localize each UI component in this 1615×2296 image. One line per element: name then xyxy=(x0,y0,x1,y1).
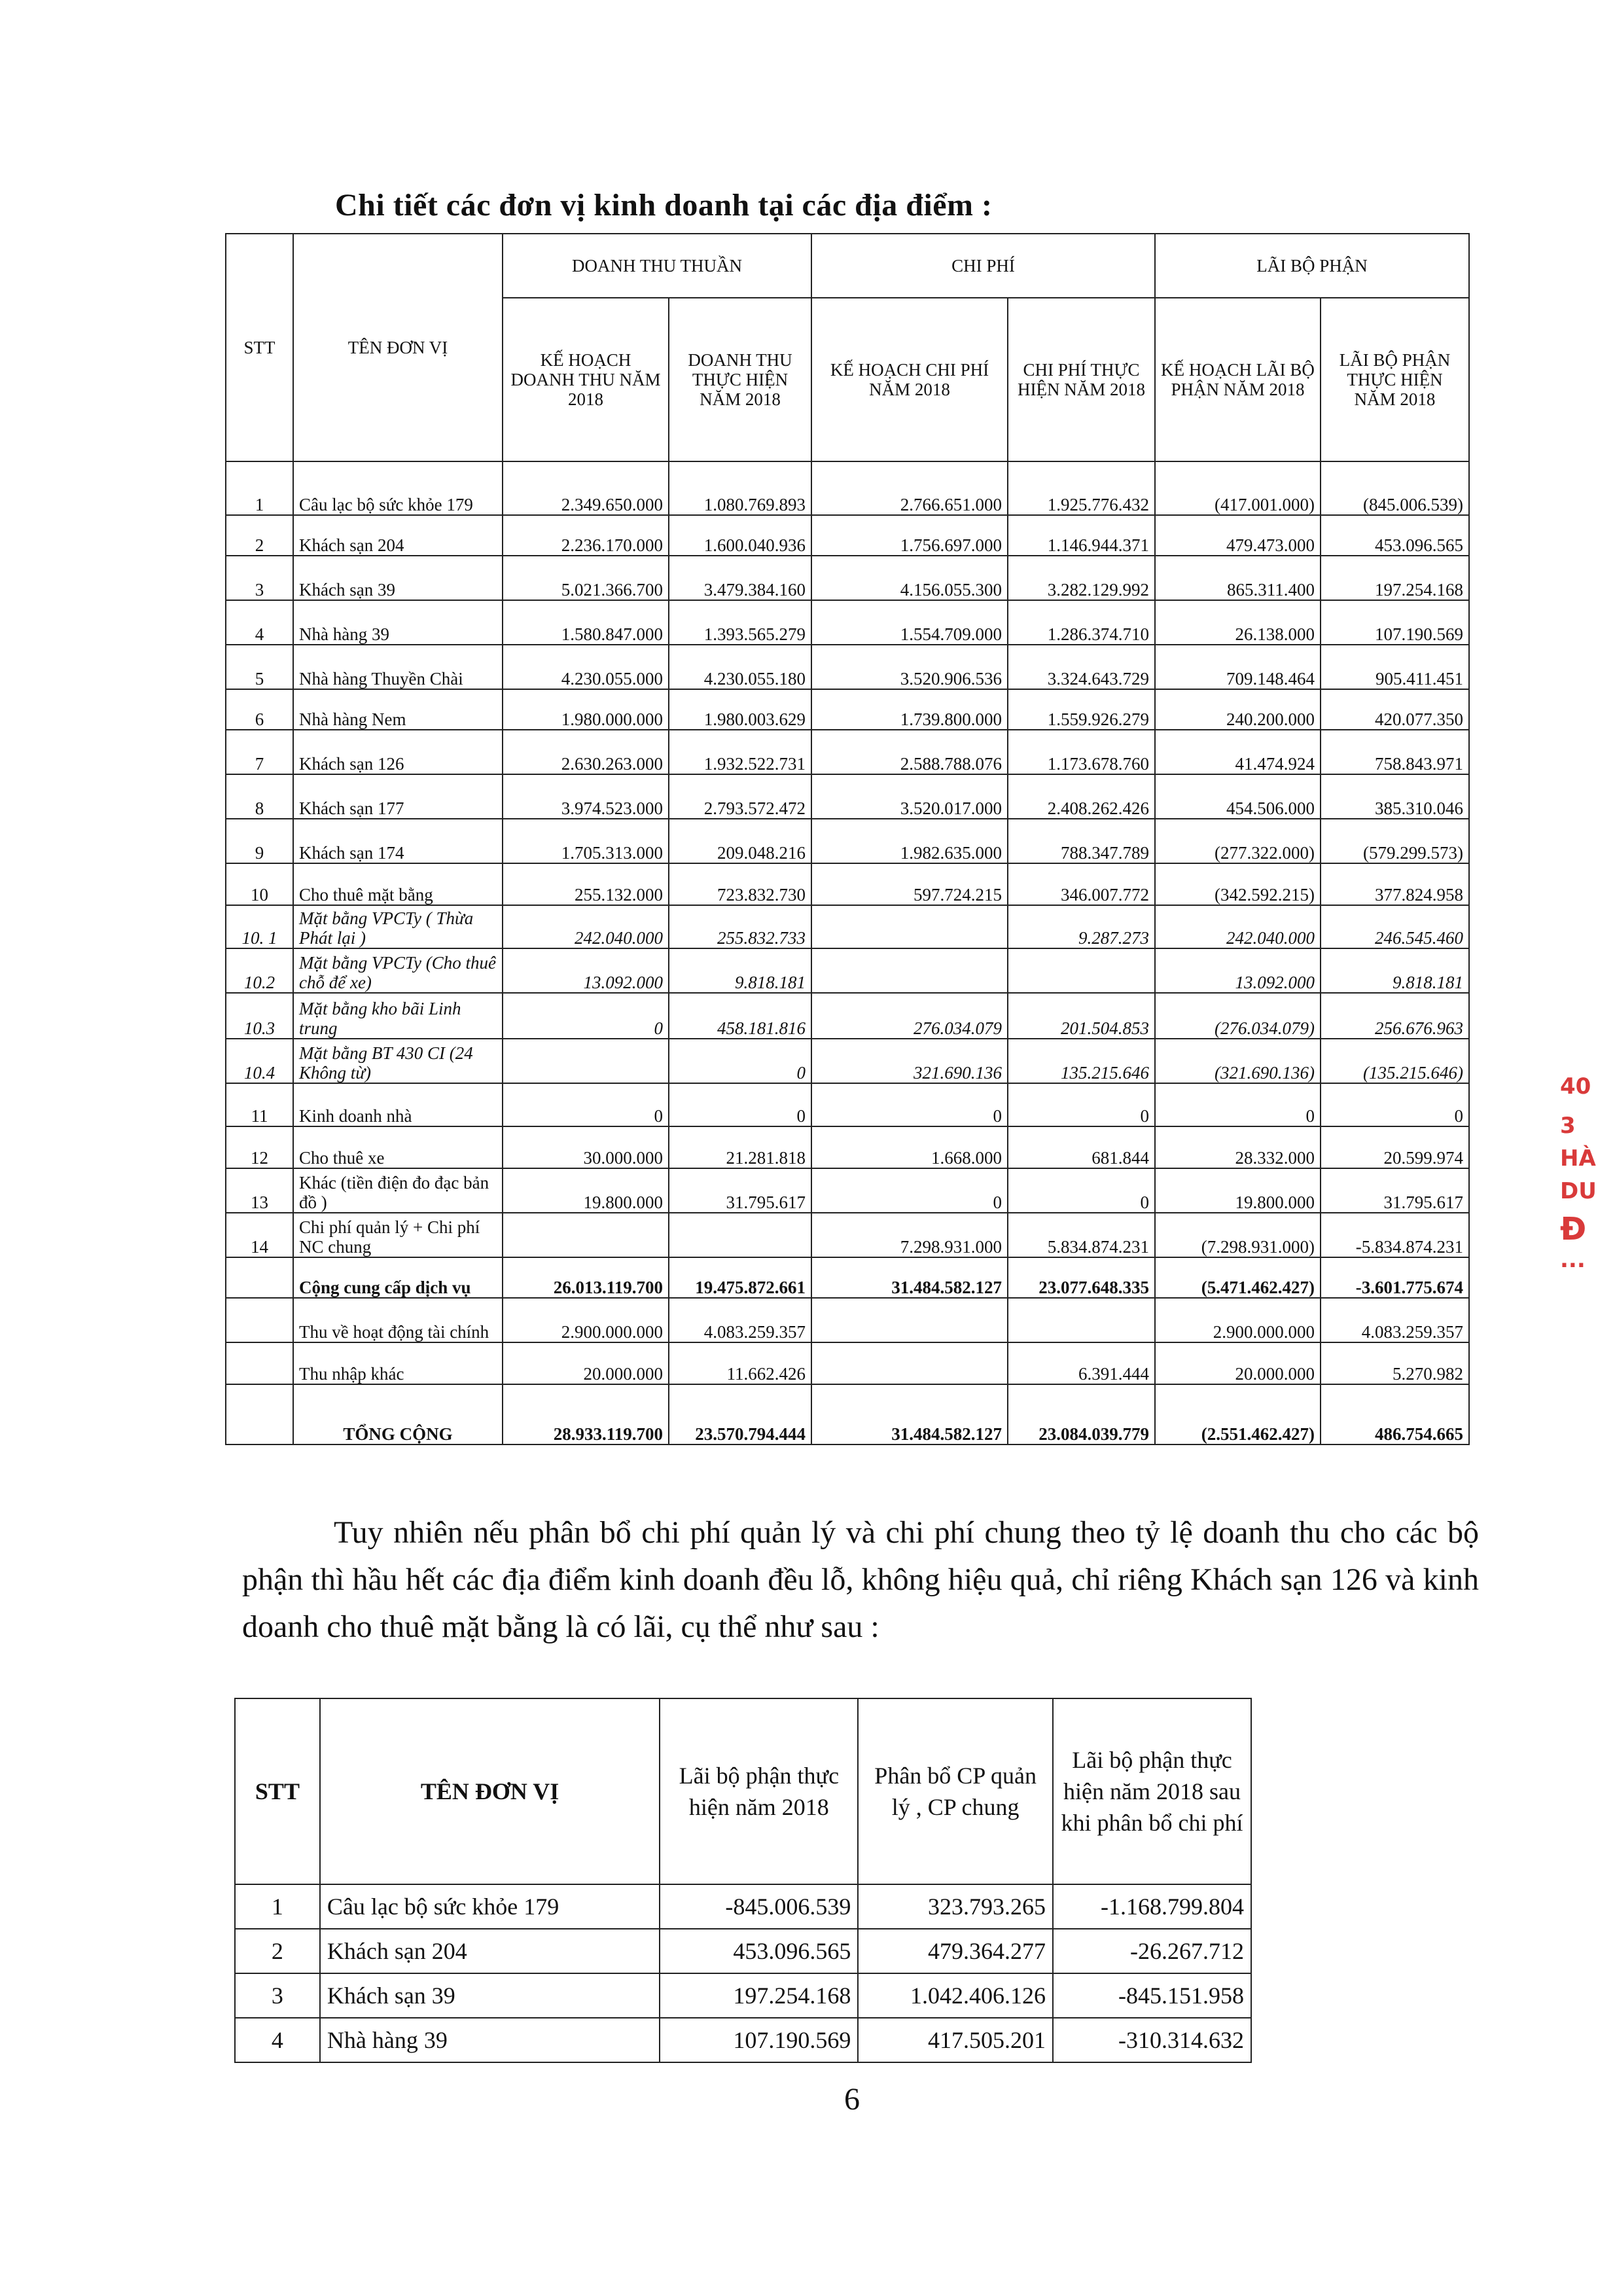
cell-unit-name: Nhà hàng 39 xyxy=(293,600,503,645)
cell-stt: 6 xyxy=(226,689,293,730)
cell-unit-name: Thu về hoạt động tài chính xyxy=(293,1298,503,1342)
cell-actual-revenue: 1.600.040.936 xyxy=(669,515,811,556)
cell-profit-after-allocation: -26.267.712 xyxy=(1053,1929,1251,1973)
cell-stt xyxy=(226,1384,293,1444)
cell-actual-cost: 5.834.874.231 xyxy=(1008,1213,1155,1257)
table-row xyxy=(226,689,1469,730)
header-actual-profit: LÃI BỘ PHẬN THỰC HIỆN NĂM 2018 xyxy=(1321,298,1469,461)
cell-planned-revenue: 2.900.000.000 xyxy=(503,1298,669,1342)
table-row xyxy=(226,1298,1469,1342)
cell-actual-cost: 788.347.789 xyxy=(1008,819,1155,863)
cell-allocated-cost: 417.505.201 xyxy=(858,2018,1053,2062)
cell-stt: 10.3 xyxy=(226,993,293,1039)
cell-unit-name: Thu nhập khác xyxy=(293,1342,503,1384)
cell-actual-revenue: 19.475.872.661 xyxy=(669,1257,811,1298)
cell-planned-cost: 3.520.017.000 xyxy=(811,774,1008,819)
table-row xyxy=(226,774,1469,819)
cell-actual-profit: 0 xyxy=(1321,1083,1469,1126)
cell-stt: 9 xyxy=(226,819,293,863)
cell-unit-name: Kinh doanh nhà xyxy=(293,1083,503,1126)
cell-actual-revenue: 11.662.426 xyxy=(669,1342,811,1384)
cell-stt: 10.2 xyxy=(226,948,293,993)
business-units-table xyxy=(225,233,1470,1445)
table-row xyxy=(235,1973,1251,2018)
table-row xyxy=(226,1384,1469,1444)
header-costs: CHI PHÍ xyxy=(811,234,1155,298)
page-number: 6 xyxy=(844,2082,860,2117)
table-row xyxy=(226,600,1469,645)
cell-planned-profit: (5.471.462.427) xyxy=(1155,1257,1321,1298)
cell-actual-profit: 107.190.569 xyxy=(1321,600,1469,645)
cell-actual-profit: 20.599.974 xyxy=(1321,1126,1469,1168)
cell-planned-profit: (276.034.079) xyxy=(1155,993,1321,1039)
cell-planned-profit: (417.001.000) xyxy=(1155,461,1321,515)
cell-allocated-cost: 479.364.277 xyxy=(858,1929,1053,1973)
analysis-paragraph xyxy=(242,1509,1479,1651)
cell-actual-profit: 4.083.259.357 xyxy=(1321,1298,1469,1342)
table-row xyxy=(226,461,1469,515)
table-row xyxy=(226,819,1469,863)
cell-planned-cost: 4.156.055.300 xyxy=(811,556,1008,600)
cell-stt: 11 xyxy=(226,1083,293,1126)
cell-actual-revenue: 4.230.055.180 xyxy=(669,645,811,689)
cell-planned-cost: 0 xyxy=(811,1168,1008,1213)
cell-planned-profit: (277.322.000) xyxy=(1155,819,1321,863)
cell-planned-cost: 2.588.788.076 xyxy=(811,730,1008,774)
cell-planned-profit: 479.473.000 xyxy=(1155,515,1321,556)
cell-actual-cost: 1.173.678.760 xyxy=(1008,730,1155,774)
cell-actual-profit: 5.270.982 xyxy=(1321,1342,1469,1384)
cell-planned-profit: 41.474.924 xyxy=(1155,730,1321,774)
header-actual-revenue: DOANH THU THỰC HIỆN NĂM 2018 xyxy=(669,298,811,461)
cell-planned-profit: (2.551.462.427) xyxy=(1155,1384,1321,1444)
table-row xyxy=(235,1929,1251,1973)
table-row xyxy=(226,730,1469,774)
cell-unit-name: Mặt bằng BT 430 CI (24 Không từ) xyxy=(293,1039,503,1083)
cell-planned-revenue: 20.000.000 xyxy=(503,1342,669,1384)
header-planned-profit: KẾ HOẠCH LÃI BỘ PHẬN NĂM 2018 xyxy=(1155,298,1321,461)
header-segment-profit: LÃI BỘ PHẬN xyxy=(1155,234,1469,298)
cell-stt: 4 xyxy=(235,2018,320,2062)
cell-actual-revenue: 2.793.572.472 xyxy=(669,774,811,819)
cell-planned-cost: 31.484.582.127 xyxy=(811,1257,1008,1298)
cell-actual-revenue: 723.832.730 xyxy=(669,863,811,905)
cell-planned-revenue: 19.800.000 xyxy=(503,1168,669,1213)
table-row xyxy=(226,905,1469,948)
table-row xyxy=(235,2018,1251,2062)
cell-planned-profit: 242.040.000 xyxy=(1155,905,1321,948)
cell-stt: 5 xyxy=(226,645,293,689)
cell-planned-revenue: 1.705.313.000 xyxy=(503,819,669,863)
cell-planned-profit: 709.148.464 xyxy=(1155,645,1321,689)
cell-actual-revenue: 255.832.733 xyxy=(669,905,811,948)
cell-stt: 10. 1 xyxy=(226,905,293,948)
cell-planned-profit: 26.138.000 xyxy=(1155,600,1321,645)
cell-planned-cost: 1.756.697.000 xyxy=(811,515,1008,556)
cell-profit-after-allocation: -310.314.632 xyxy=(1053,2018,1251,2062)
cell-actual-revenue: 23.570.794.444 xyxy=(669,1384,811,1444)
cell-unit-name: Câu lạc bộ sức khỏe 179 xyxy=(293,461,503,515)
cell-planned-revenue: 2.349.650.000 xyxy=(503,461,669,515)
cell-actual-cost: 201.504.853 xyxy=(1008,993,1155,1039)
cell-planned-revenue: 3.974.523.000 xyxy=(503,774,669,819)
cell-planned-revenue xyxy=(503,1039,669,1083)
table-row xyxy=(226,1213,1469,1257)
cell-actual-revenue: 0 xyxy=(669,1039,811,1083)
table-row xyxy=(226,1126,1469,1168)
header2-unit-name: TÊN ĐƠN VỊ xyxy=(320,1698,660,1884)
cell-stt xyxy=(226,1298,293,1342)
cell-planned-revenue: 0 xyxy=(503,993,669,1039)
cell-planned-cost: 276.034.079 xyxy=(811,993,1008,1039)
cell-actual-profit: 197.254.168 xyxy=(1321,556,1469,600)
cell-actual-cost: 3.324.643.729 xyxy=(1008,645,1155,689)
cell-stt: 10 xyxy=(226,863,293,905)
cell-actual-cost xyxy=(1008,948,1155,993)
cell-actual-cost: 6.391.444 xyxy=(1008,1342,1155,1384)
cell-planned-profit: (342.592.215) xyxy=(1155,863,1321,905)
header2-allocated-cost: Phân bổ CP quản lý , CP chung xyxy=(858,1698,1053,1884)
cell-actual-revenue: 458.181.816 xyxy=(669,993,811,1039)
cell-actual-cost: 0 xyxy=(1008,1168,1155,1213)
cell-profit-after-allocation: -1.168.799.804 xyxy=(1053,1884,1251,1929)
cell-stt: 1 xyxy=(235,1884,320,1929)
business-units-table-body xyxy=(226,461,1469,1444)
cell-allocated-cost: 323.793.265 xyxy=(858,1884,1053,1929)
cell-unit-name: Khác (tiền điện đo đạc bản đồ ) xyxy=(293,1168,503,1213)
cell-planned-profit: 2.900.000.000 xyxy=(1155,1298,1321,1342)
cell-stt: 3 xyxy=(235,1973,320,2018)
cell-stt: 10.4 xyxy=(226,1039,293,1083)
cell-planned-cost: 1.554.709.000 xyxy=(811,600,1008,645)
cell-actual-revenue: 3.479.384.160 xyxy=(669,556,811,600)
cell-actual-cost xyxy=(1008,1298,1155,1342)
cell-actual-profit: (135.215.646) xyxy=(1321,1039,1469,1083)
cell-actual-profit: (845.006.539) xyxy=(1321,461,1469,515)
cell-allocated-cost: 1.042.406.126 xyxy=(858,1973,1053,2018)
cell-actual-revenue: 4.083.259.357 xyxy=(669,1298,811,1342)
cell-actual-cost: 1.559.926.279 xyxy=(1008,689,1155,730)
cell-actual-profit: 453.096.565 xyxy=(1321,515,1469,556)
header-net-revenue: DOANH THU THUẦN xyxy=(503,234,811,298)
cell-stt: 3 xyxy=(226,556,293,600)
cell-actual-cost: 23.084.039.779 xyxy=(1008,1384,1155,1444)
table-row xyxy=(235,1884,1251,1929)
cell-planned-revenue: 242.040.000 xyxy=(503,905,669,948)
header2-segment-profit: Lãi bộ phận thực hiện năm 2018 xyxy=(660,1698,858,1884)
cell-actual-revenue: 21.281.818 xyxy=(669,1126,811,1168)
cell-unit-name: Khách sạn 39 xyxy=(293,556,503,600)
table-row xyxy=(226,948,1469,993)
cell-planned-profit: 13.092.000 xyxy=(1155,948,1321,993)
table-row xyxy=(226,1083,1469,1126)
cell-actual-revenue: 31.795.617 xyxy=(669,1168,811,1213)
cell-planned-cost: 31.484.582.127 xyxy=(811,1384,1008,1444)
cell-planned-revenue: 0 xyxy=(503,1083,669,1126)
cell-planned-cost xyxy=(811,1298,1008,1342)
cell-stt: 8 xyxy=(226,774,293,819)
cell-unit-name: Nhà hàng Thuyền Chài xyxy=(293,645,503,689)
cell-actual-cost: 3.282.129.992 xyxy=(1008,556,1155,600)
table-row xyxy=(226,556,1469,600)
cell-actual-revenue: 209.048.216 xyxy=(669,819,811,863)
cell-stt: 2 xyxy=(226,515,293,556)
cell-planned-revenue: 28.933.119.700 xyxy=(503,1384,669,1444)
cell-profit-after-allocation: -845.151.958 xyxy=(1053,1973,1251,2018)
header2-profit-after-allocation: Lãi bộ phận thực hiện năm 2018 sau khi phân bổ chi phí xyxy=(1053,1698,1251,1884)
cell-actual-profit: 420.077.350 xyxy=(1321,689,1469,730)
cell-actual-cost: 1.286.374.710 xyxy=(1008,600,1155,645)
cell-actual-cost: 23.077.648.335 xyxy=(1008,1257,1155,1298)
cell-planned-revenue: 1.980.000.000 xyxy=(503,689,669,730)
analysis-paragraph-text: Tuy nhiên nếu phân bổ chi phí quản lý và chi phí chung theo tỷ lệ doanh thu cho các bộ phận thì hầu hết các địa điểm kinh doanh đều lỗ, không hiệu quả, chỉ riêng Khách sạn 126 và kinh doanh cho thuê mặt bằng là có lãi, cụ thể như sau : xyxy=(242,1515,1479,1644)
cell-actual-profit: 256.676.963 xyxy=(1321,993,1469,1039)
cell-planned-profit: (7.298.931.000) xyxy=(1155,1213,1321,1257)
cell-planned-revenue: 5.021.366.700 xyxy=(503,556,669,600)
cell-planned-profit: 0 xyxy=(1155,1083,1321,1126)
cell-planned-profit: (321.690.136) xyxy=(1155,1039,1321,1083)
cell-planned-profit: 19.800.000 xyxy=(1155,1168,1321,1213)
cell-actual-profit: 385.310.046 xyxy=(1321,774,1469,819)
cell-planned-revenue: 30.000.000 xyxy=(503,1126,669,1168)
cell-planned-revenue: 2.630.263.000 xyxy=(503,730,669,774)
cell-stt: 7 xyxy=(226,730,293,774)
header2-stt: STT xyxy=(235,1698,320,1884)
table-row xyxy=(226,1039,1469,1083)
cell-planned-revenue: 2.236.170.000 xyxy=(503,515,669,556)
table-row xyxy=(226,1257,1469,1298)
cell-unit-name: Khách sạn 204 xyxy=(320,1929,660,1973)
cell-planned-cost: 1.982.635.000 xyxy=(811,819,1008,863)
cell-unit-name: Khách sạn 126 xyxy=(293,730,503,774)
red-stamp-fragment: 40 3 HÀ DU Đ ... xyxy=(1560,1073,1597,1270)
cell-stt: 1 xyxy=(226,461,293,515)
cell-actual-revenue: 1.393.565.279 xyxy=(669,600,811,645)
cell-unit-name: Khách sạn 174 xyxy=(293,819,503,863)
table-row xyxy=(226,863,1469,905)
cell-planned-profit: 454.506.000 xyxy=(1155,774,1321,819)
table-row xyxy=(226,993,1469,1039)
cell-unit-name: Mặt bằng VPCTy ( Thừa Phát lại ) xyxy=(293,905,503,948)
cell-actual-profit: 31.795.617 xyxy=(1321,1168,1469,1213)
cell-stt: 4 xyxy=(226,600,293,645)
header-planned-revenue: KẾ HOẠCH DOANH THU NĂM 2018 xyxy=(503,298,669,461)
cell-planned-cost: 3.520.906.536 xyxy=(811,645,1008,689)
cell-segment-profit: 197.254.168 xyxy=(660,1973,858,2018)
cell-planned-cost: 2.766.651.000 xyxy=(811,461,1008,515)
cell-actual-cost: 0 xyxy=(1008,1083,1155,1126)
cell-unit-name: Mặt bằng VPCTy (Cho thuê chỗ để xe) xyxy=(293,948,503,993)
cell-actual-profit: -5.834.874.231 xyxy=(1321,1213,1469,1257)
cell-actual-cost: 9.287.273 xyxy=(1008,905,1155,948)
cell-unit-name: Khách sạn 177 xyxy=(293,774,503,819)
cell-actual-cost: 135.215.646 xyxy=(1008,1039,1155,1083)
cell-stt: 14 xyxy=(226,1213,293,1257)
cell-actual-cost: 1.925.776.432 xyxy=(1008,461,1155,515)
header-actual-cost: CHI PHÍ THỰC HIỆN NĂM 2018 xyxy=(1008,298,1155,461)
cell-planned-cost: 1.739.800.000 xyxy=(811,689,1008,730)
cell-actual-profit: 9.818.181 xyxy=(1321,948,1469,993)
cell-actual-profit: 486.754.665 xyxy=(1321,1384,1469,1444)
cell-segment-profit: 107.190.569 xyxy=(660,2018,858,2062)
table-row xyxy=(226,1168,1469,1213)
cell-actual-revenue xyxy=(669,1213,811,1257)
cell-stt xyxy=(226,1257,293,1298)
allocated-profit-table-body xyxy=(235,1884,1251,2062)
header-unit-name: TÊN ĐƠN VỊ xyxy=(293,234,503,461)
cell-unit-name: Cộng cung cấp dịch vụ xyxy=(293,1257,503,1298)
cell-actual-profit: -3.601.775.674 xyxy=(1321,1257,1469,1298)
cell-unit-name: Câu lạc bộ sức khỏe 179 xyxy=(320,1884,660,1929)
cell-planned-revenue: 13.092.000 xyxy=(503,948,669,993)
cell-planned-profit: 240.200.000 xyxy=(1155,689,1321,730)
cell-unit-name: Khách sạn 204 xyxy=(293,515,503,556)
cell-segment-profit: -845.006.539 xyxy=(660,1884,858,1929)
cell-planned-profit: 865.311.400 xyxy=(1155,556,1321,600)
cell-planned-cost: 0 xyxy=(811,1083,1008,1126)
cell-unit-name: Nhà hàng Nem xyxy=(293,689,503,730)
cell-planned-cost: 597.724.215 xyxy=(811,863,1008,905)
cell-actual-profit: 905.411.451 xyxy=(1321,645,1469,689)
cell-planned-revenue xyxy=(503,1213,669,1257)
cell-planned-profit: 20.000.000 xyxy=(1155,1342,1321,1384)
cell-actual-profit: 758.843.971 xyxy=(1321,730,1469,774)
header-planned-cost: KẾ HOẠCH CHI PHÍ NĂM 2018 xyxy=(811,298,1008,461)
table-row xyxy=(226,1342,1469,1384)
allocated-profit-table xyxy=(234,1698,1252,2063)
cell-actual-profit: (579.299.573) xyxy=(1321,819,1469,863)
cell-planned-cost: 7.298.931.000 xyxy=(811,1213,1008,1257)
cell-planned-revenue: 1.580.847.000 xyxy=(503,600,669,645)
cell-actual-revenue: 1.932.522.731 xyxy=(669,730,811,774)
cell-stt: 12 xyxy=(226,1126,293,1168)
cell-actual-revenue: 1.080.769.893 xyxy=(669,461,811,515)
cell-planned-cost: 1.668.000 xyxy=(811,1126,1008,1168)
table-row xyxy=(226,645,1469,689)
cell-planned-revenue: 255.132.000 xyxy=(503,863,669,905)
cell-actual-revenue: 9.818.181 xyxy=(669,948,811,993)
cell-planned-revenue: 26.013.119.700 xyxy=(503,1257,669,1298)
cell-actual-cost: 2.408.262.426 xyxy=(1008,774,1155,819)
cell-planned-profit: 28.332.000 xyxy=(1155,1126,1321,1168)
cell-planned-cost xyxy=(811,905,1008,948)
cell-actual-cost: 1.146.944.371 xyxy=(1008,515,1155,556)
cell-planned-revenue: 4.230.055.000 xyxy=(503,645,669,689)
cell-unit-name: Cho thuê xe xyxy=(293,1126,503,1168)
cell-planned-cost: 321.690.136 xyxy=(811,1039,1008,1083)
header-stt: STT xyxy=(226,234,293,461)
cell-actual-cost: 346.007.772 xyxy=(1008,863,1155,905)
table-row xyxy=(226,515,1469,556)
cell-stt: 2 xyxy=(235,1929,320,1973)
cell-stt: 13 xyxy=(226,1168,293,1213)
cell-planned-cost xyxy=(811,948,1008,993)
cell-actual-cost: 681.844 xyxy=(1008,1126,1155,1168)
cell-unit-name: TỔNG CỘNG xyxy=(293,1384,503,1444)
cell-unit-name: Khách sạn 39 xyxy=(320,1973,660,2018)
cell-planned-cost xyxy=(811,1342,1008,1384)
cell-actual-revenue: 1.980.003.629 xyxy=(669,689,811,730)
cell-segment-profit: 453.096.565 xyxy=(660,1929,858,1973)
cell-unit-name: Nhà hàng 39 xyxy=(320,2018,660,2062)
cell-unit-name: Mặt bằng kho bãi Linh trung xyxy=(293,993,503,1039)
cell-actual-profit: 246.545.460 xyxy=(1321,905,1469,948)
cell-stt xyxy=(226,1342,293,1384)
cell-unit-name: Chi phí quản lý + Chi phí NC chung xyxy=(293,1213,503,1257)
cell-actual-revenue: 0 xyxy=(669,1083,811,1126)
section-title: Chi tiết các đơn vị kinh doanh tại các địa điểm : xyxy=(335,188,993,223)
cell-actual-profit: 377.824.958 xyxy=(1321,863,1469,905)
cell-unit-name: Cho thuê mặt bằng xyxy=(293,863,503,905)
